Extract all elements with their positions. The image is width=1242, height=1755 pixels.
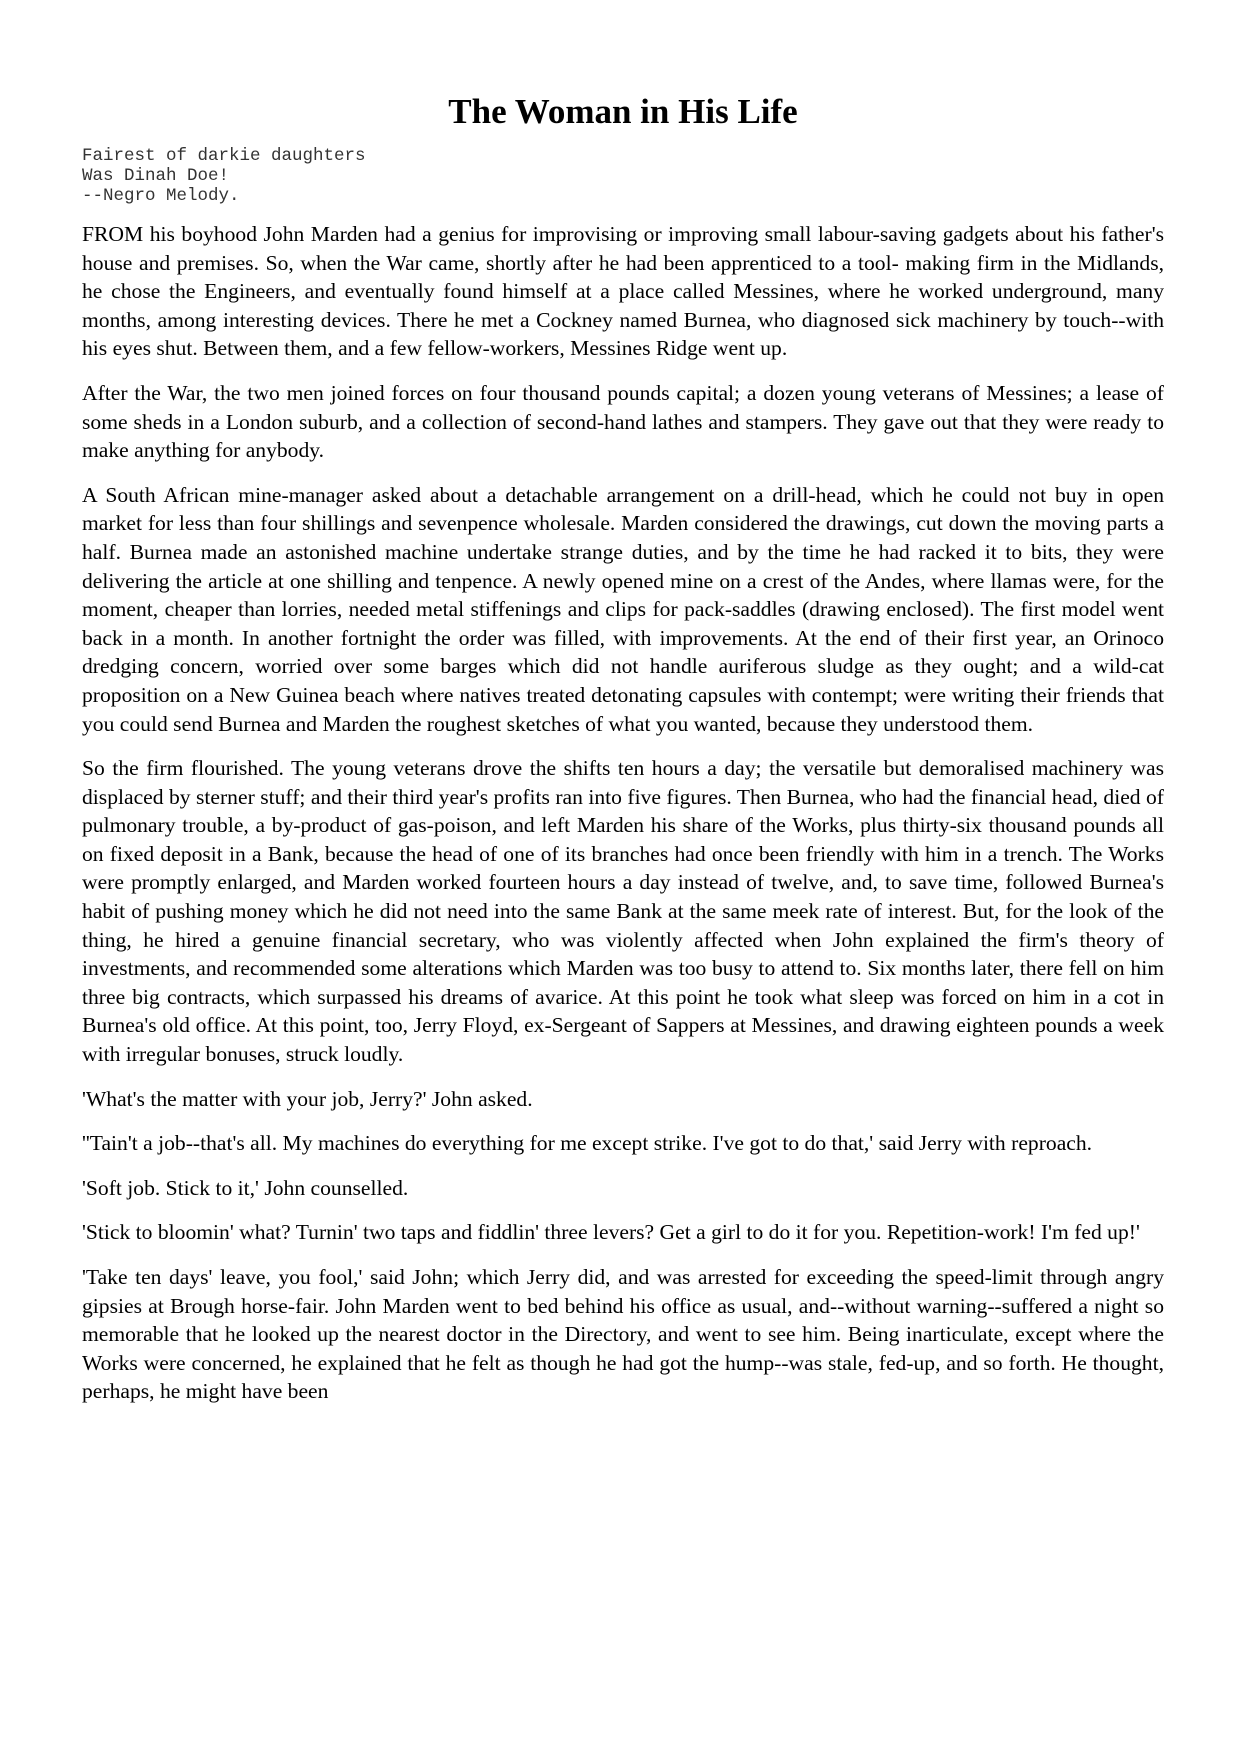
paragraph: A South African mine-manager asked about a detachable arrangement on a drill-head, which he could not buy in open market for less than four shillings and sevenpence wholesale. Marden considered the drawings, cut down the moving parts a half. Burnea made an astonished machine undertake strange duties, and by the time he had racked it to bits, they were delivering the article at one shilling and tenpence. A newly opened mine on a crest of the Andes, where llamas were, for the moment, cheaper than lorries, needed metal stiffenings and clips for pack-saddles (drawing enclosed). The first model went back in a month. In another fortnight the order was filled, with improvements. At the end of their first year, an Orinoco dredging concern, worried over some barges which did not handle auriferous sludge as they ought; and a wild-cat proposition on a New Guinea beach where natives treated detonating capsules with contempt; were writing their friends that you could send Burnea and Marden the roughest sketches of what you wanted, because they understood them. xyxy=(82,482,1164,736)
body-text xyxy=(82,220,1164,1406)
paragraph: After the War, the two men joined forces on four thousand pounds capital; a dozen young veterans of Messines; a lease of some sheds in a London suburb, and a collection of second-hand lathes and stampers. They gave out that they were ready to make anything for anybody. xyxy=(82,380,1164,463)
paragraph: So the firm flourished. The young veterans drove the shifts ten hours a day; the versatile but demoralised machinery was displaced by sterner stuff; and their third year's profits ran into five figures. Then Burnea, who had the financial head, died of pulmonary trouble, a by-product of gas-poison, and left Marden his share of the Works, plus thirty-six thousand pounds all on fixed deposit in a Bank, because the head of one of its branches had once been friendly with him in a trench. The Works were promptly enlarged, and Marden worked fourteen hours a day instead of twelve, and, to save time, followed Burnea's habit of pushing money which he did not need into the same Bank at the same meek rate of interest. But, for the look of the thing, he hired a genuine financial secretary, who was violently affected when John explained the firm's theory of investments, and recommended some alterations which Marden was too busy to attend to. Six months later, there fell on him three big contracts, which surpassed his dreams of avarice. At this point he took what sleep was forced on him in a cot in Burnea's old office. At this point, too, Jerry Floyd, ex-Sergeant of Sappers at Messines, and drawing eighteen pounds a week with irregular bonuses, struck loudly. xyxy=(82,756,1164,1067)
epigraph-attribution: --Negro Melody. xyxy=(82,186,240,206)
epigraph xyxy=(82,146,1164,206)
epigraph-line: Was Dinah Doe! xyxy=(82,166,230,186)
paragraph: 'Soft job. Stick to it,' John counselled. xyxy=(82,1175,409,1200)
document-page xyxy=(82,0,1164,1422)
paragraph: 'Stick to bloomin' what? Turnin' two taps and fiddlin' three levers? Get a girl to do it for you. Repetition-work! I'm fed up!' xyxy=(82,1220,1140,1245)
paragraph: 'What's the matter with your job, Jerry?' John asked. xyxy=(82,1086,533,1111)
paragraph: FROM his boyhood John Marden had a genius for improvising or improving small labour-saving gadgets about his father's house and premises. So, when the War came, shortly after he had been apprenticed to a tool- making firm in the Midlands, he chose the Engineers, and eventually found himself at a place called Messines, where he worked underground, many months, among interesting devices. There he met a Cockney named Burnea, who diagnosed sick machinery by touch--with his eyes shut. Between them, and a few fellow-workers, Messines Ridge went up. xyxy=(82,222,1164,361)
epigraph-line: Fairest of darkie daughters xyxy=(82,146,366,166)
paragraph: 'Take ten days' leave, you fool,' said John; which Jerry did, and was arrested for exceeding the speed-limit through angry gipsies at Brough horse-fair. John Marden went to bed behind his office as usual, and--without warning--suffered a night so memorable that he looked up the nearest doctor in the Directory, and went to see him. Being inarticulate, except where the Works were concerned, he explained that he felt as though he had got the hump--was stale, fed-up, and so forth. He thought, perhaps, he might have been xyxy=(82,1265,1164,1404)
paragraph: ''Tain't a job--that's all. My machines do everything for me except strike. I've got to do that,' said Jerry with reproach. xyxy=(82,1131,1093,1156)
page-title: The Woman in His Life xyxy=(448,92,798,131)
